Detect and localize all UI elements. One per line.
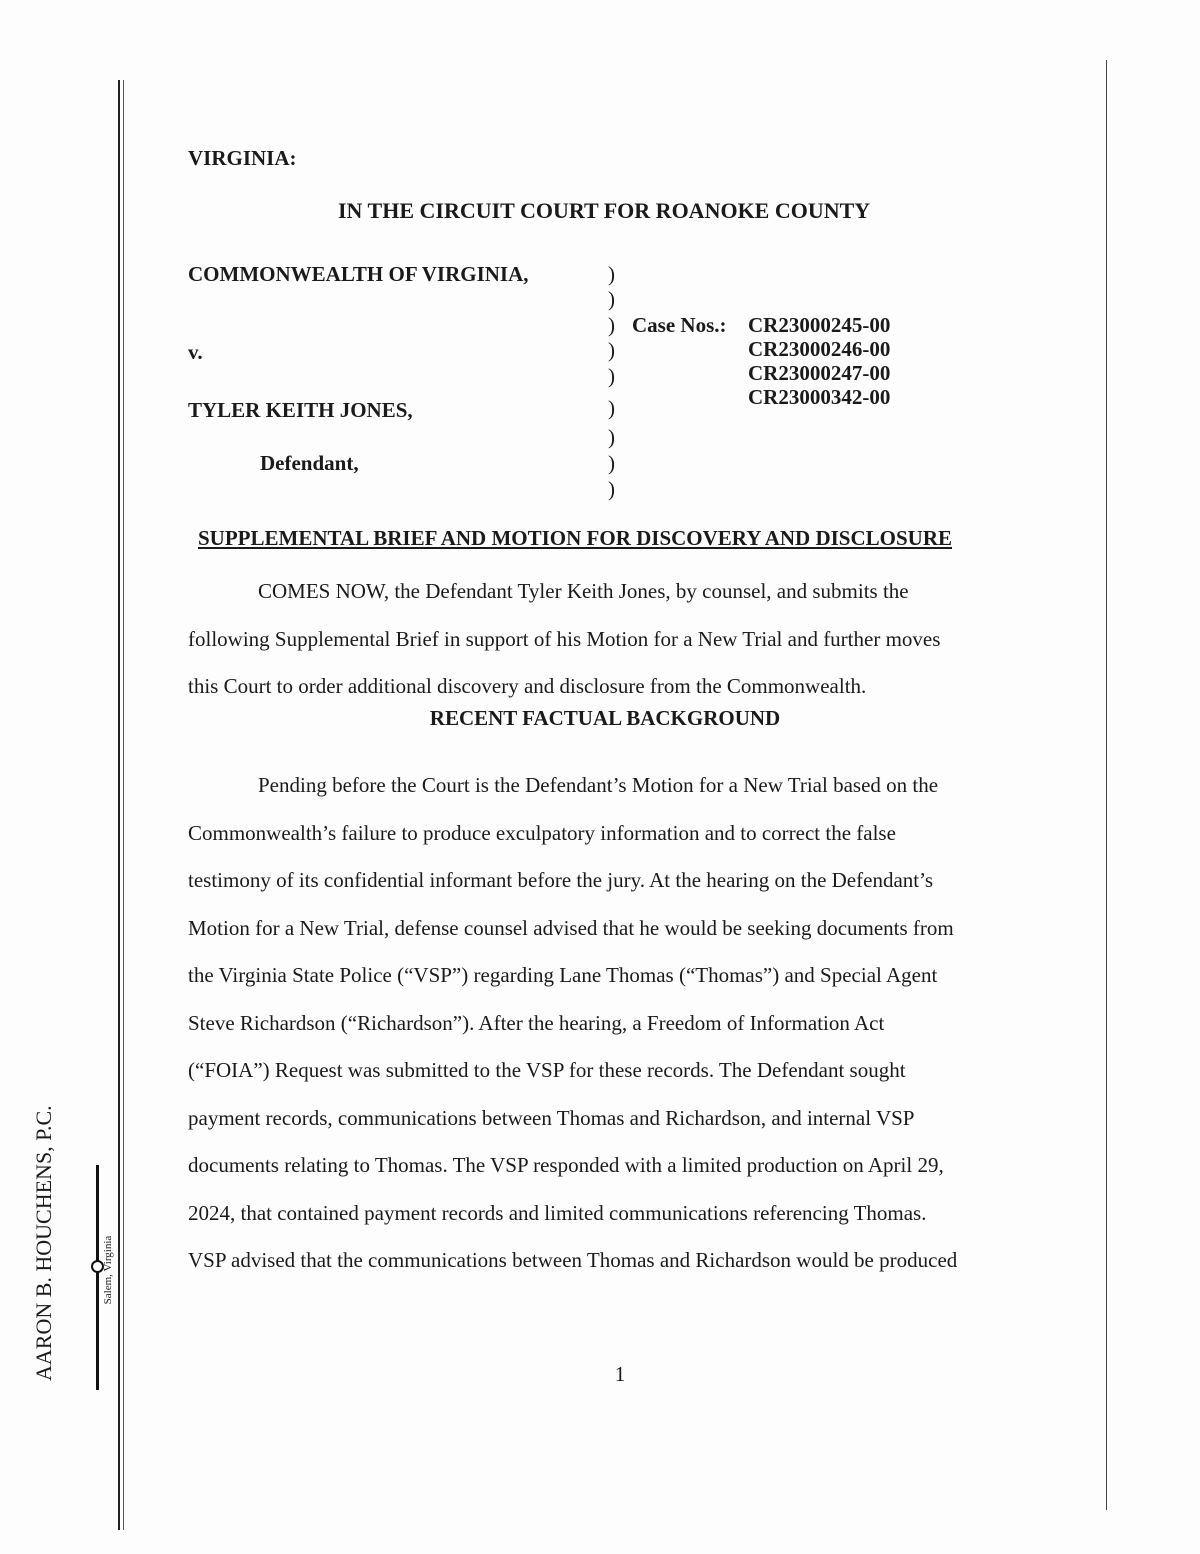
paren: ) [608, 287, 615, 311]
text-line: payment records, communications between Thomas and Richardson, and internal VSP [188, 1105, 915, 1130]
text-line: Steve Richardson (“Richardson”). After the hearing, a Freedom of Information Act [188, 1010, 885, 1035]
versus: v. [188, 340, 203, 364]
text-line: Motion for a New Trial, defense counsel advised that he would be seeking documents from [188, 915, 954, 940]
text-line: (“FOIA”) Request was submitted to the VSP for these records. The Defendant sought [188, 1058, 906, 1082]
paren: ) [608, 451, 615, 475]
paren: ) [608, 477, 615, 501]
intro-paragraph [188, 568, 1048, 711]
court-name: IN THE CIRCUIT COURT FOR ROANOKE COUNTY [338, 198, 871, 223]
case-number: CR23000342-00 [748, 385, 891, 409]
text-line: COMES NOW, the Defendant Tyler Keith Jones, by counsel, and submits the [258, 579, 909, 603]
paren: ) [608, 262, 615, 286]
defendant-role: Defendant, [260, 451, 359, 475]
firm-name: AARON B. HOUCHENS, P.C. [31, 1105, 56, 1381]
text-line: Commonwealth’s failure to produce exculpatory information and to correct the false [188, 820, 896, 845]
defendant-name: TYLER KEITH JONES, [188, 398, 413, 422]
paren: ) [608, 425, 615, 449]
paren: ) [608, 364, 615, 388]
case-number: CR23000246-00 [748, 337, 891, 361]
firm-location: Salem, Virginia [102, 1235, 114, 1305]
body-paragraph [188, 762, 1048, 1285]
text-line: VSP advised that the communications between Thomas and Richardson would be produced [188, 1248, 958, 1272]
text-line: testimony of its confidential informant before the jury. At the hearing on the Defendant’s [188, 868, 934, 892]
paren: ) [608, 313, 615, 337]
document-title: SUPPLEMENTAL BRIEF AND MOTION FOR DISCOVERY AND DISCLOSURE [198, 526, 953, 550]
case-numbers-list [748, 313, 890, 409]
section-heading: RECENT FACTUAL BACKGROUND [429, 706, 781, 730]
text-line: this Court to order additional discovery and disclosure from the Commonwealth. [188, 674, 867, 698]
case-number: CR23000245-00 [748, 313, 891, 337]
right-margin-rule [1106, 60, 1107, 1510]
text-line: following Supplemental Brief in support of his Motion for a New Trial and further moves [188, 626, 941, 651]
case-number: CR23000247-00 [748, 361, 891, 385]
paren: ) [608, 396, 615, 420]
paren: ) [608, 338, 615, 362]
plaintiff: COMMONWEALTH OF VIRGINIA, [188, 262, 529, 286]
left-margin-rule-inner [123, 80, 124, 1530]
jurisdiction: VIRGINIA: [188, 146, 297, 170]
ornament-line [96, 1165, 99, 1390]
page-number: 1 [614, 1362, 626, 1386]
text-line: Pending before the Court is the Defendant’s Motion for a New Trial based on the [258, 773, 939, 797]
case-numbers-label: Case Nos.: [632, 313, 727, 337]
text-line: the Virginia State Police (“VSP”) regarding Lane Thomas (“Thomas”) and Special Agent [188, 963, 938, 987]
text-line: 2024, that contained payment records and limited communications referencing Thomas. [188, 1200, 927, 1225]
text-line: documents relating to Thomas. The VSP responded with a limited production on April 29, [188, 1153, 944, 1177]
